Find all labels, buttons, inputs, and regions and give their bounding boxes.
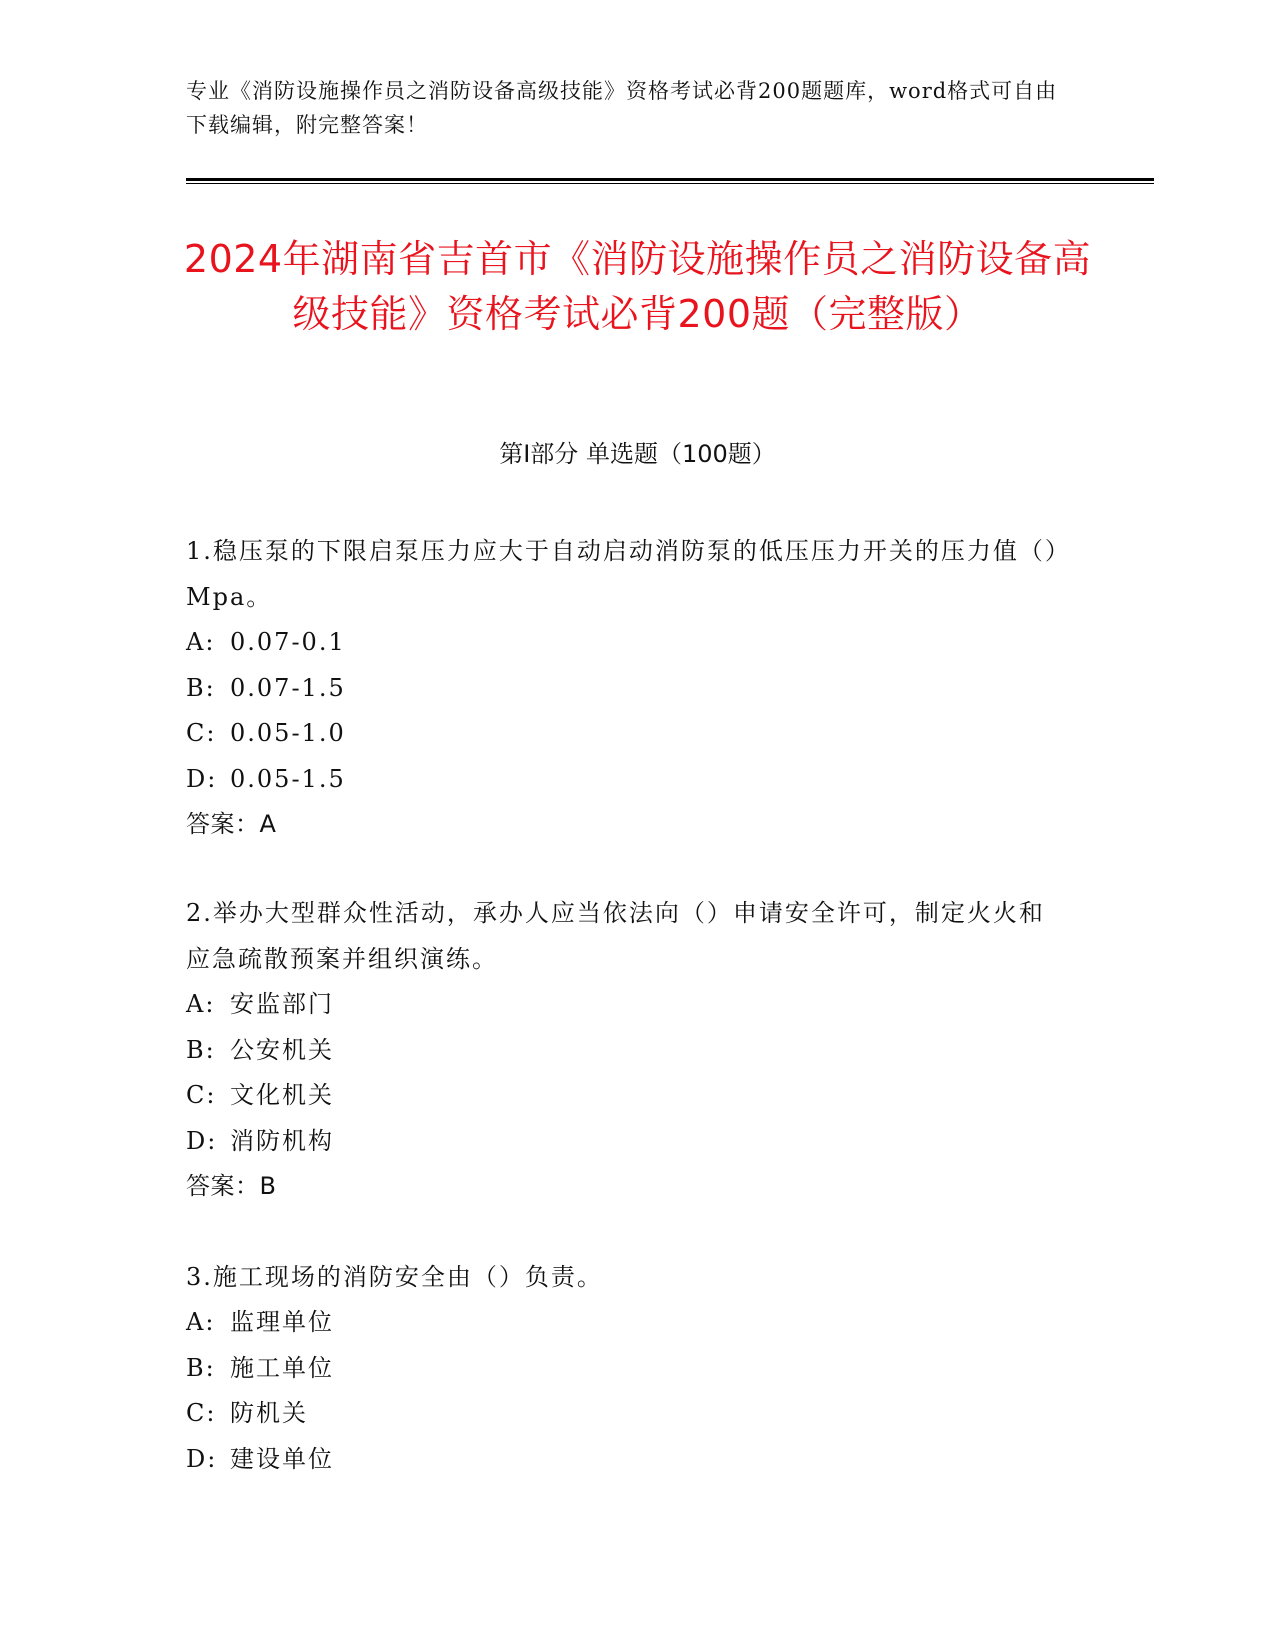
option-text: 0.05-1.0 (230, 719, 346, 747)
option-b (186, 1028, 1066, 1074)
option-b (186, 666, 1066, 712)
option-d (186, 1437, 1066, 1483)
answer-line: 答案：B (186, 1172, 277, 1200)
question-3 (186, 1254, 1066, 1482)
option-text: 文化机关 (230, 1081, 334, 1109)
question-1 (186, 528, 1066, 848)
option-c (186, 1391, 1066, 1437)
header-divider-thin (186, 183, 1154, 184)
option-text: 0.07-1.5 (230, 673, 346, 702)
question-stem: 2.举办大型群众性活动，承办人应当依法向（）申请安全许可，制定火火和应急疏散预案并组织演练。 (186, 899, 1045, 973)
option-letter: B: (186, 673, 216, 702)
option-letter: A: (186, 1308, 216, 1336)
section-title: 第I部分 单选题（100题） (499, 440, 776, 468)
option-d (186, 1119, 1066, 1165)
question-stem: 3.施工现场的消防安全由（）负责。 (186, 1263, 603, 1291)
option-text: 监理单位 (230, 1308, 334, 1336)
option-text: 安监部门 (230, 990, 334, 1018)
option-letter: D: (186, 764, 218, 793)
option-text: 施工单位 (230, 1353, 334, 1382)
option-b (186, 1346, 1066, 1392)
header-divider-thick (186, 178, 1154, 181)
option-d (186, 757, 1066, 803)
option-letter: A: (186, 990, 216, 1018)
header-note: 专业《消防设施操作员之消防设备高级技能》资格考试必背200题题库，word格式可自由下载编辑，附完整答案！ (186, 79, 1058, 137)
option-text: 0.07-0.1 (230, 628, 346, 656)
option-letter: B: (186, 1035, 216, 1064)
option-letter: C: (186, 1399, 217, 1427)
option-a (186, 620, 1066, 666)
option-letter: C: (186, 719, 217, 747)
option-letter: B: (186, 1353, 216, 1382)
question-stem: 1.稳压泵的下限启泵压力应大于自动启动消防泵的低压压力开关的压力值（）Mpa。 (186, 537, 1059, 611)
option-letter: D: (186, 1126, 218, 1155)
option-letter: C: (186, 1081, 217, 1109)
option-letter: A: (186, 628, 216, 656)
option-text: 消防机构 (230, 1126, 334, 1155)
option-text: 公安机关 (230, 1035, 334, 1064)
option-text: 建设单位 (230, 1444, 334, 1473)
option-c (186, 1073, 1066, 1119)
question-2 (186, 890, 1066, 1210)
option-text: 防机关 (230, 1399, 308, 1427)
option-c (186, 711, 1066, 757)
option-text: 0.05-1.5 (230, 764, 346, 793)
answer-line: 答案：A (186, 810, 277, 838)
option-a (186, 982, 1066, 1028)
option-a (186, 1300, 1066, 1346)
option-letter: D: (186, 1444, 218, 1473)
document-title: 2024年湖南省吉首市《消防设施操作员之消防设备高级技能》资格考试必背200题（完整版） (183, 237, 1092, 336)
